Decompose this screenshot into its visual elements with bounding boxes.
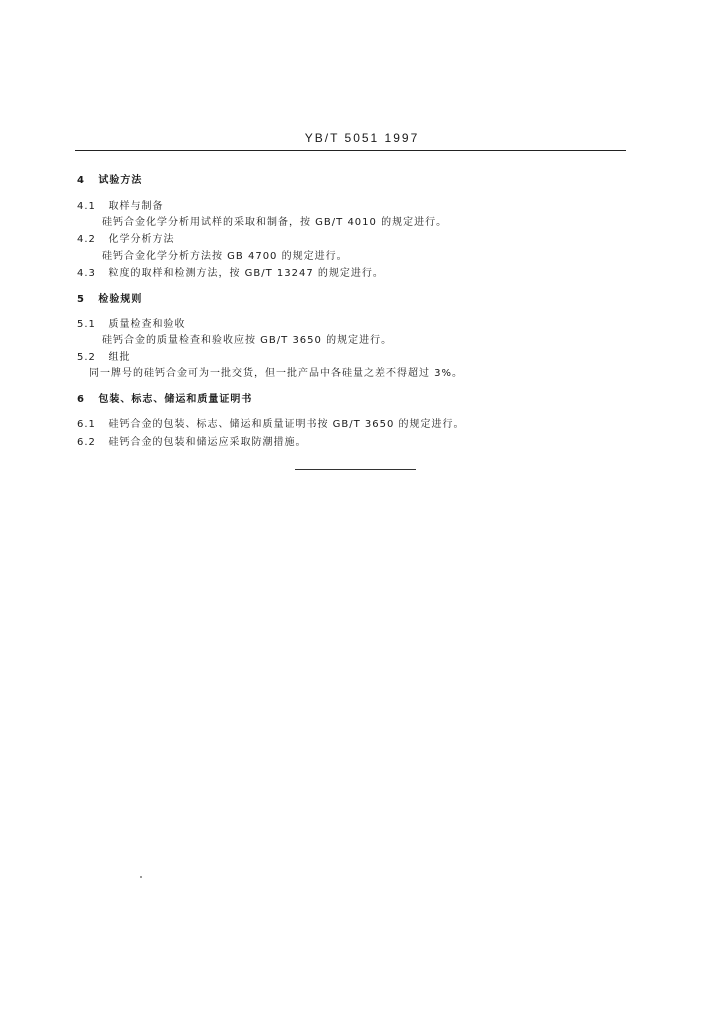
- clause-6-1: [77, 415, 465, 430]
- clause-5-1-title: [77, 315, 185, 330]
- clause-number: 6.2: [77, 437, 96, 448]
- clause-4-2-body: 硅钙合金化学分析方法按 GB 4700 的规定进行。: [102, 251, 348, 262]
- section-title: 试验方法: [98, 175, 143, 186]
- section-title: 包装、标志、储运和质量证明书: [98, 394, 253, 405]
- clause-5-1-body: 硅钙合金的质量检查和验收应按 GB/T 3650 的规定进行。: [102, 335, 393, 346]
- clause-number: 5.1: [77, 319, 96, 330]
- scan-speck: [140, 876, 142, 878]
- clause-number: 5.2: [77, 352, 96, 363]
- header-rule: [75, 150, 626, 151]
- clause-title: 质量检查和验收: [108, 319, 186, 330]
- section-number: 6: [77, 394, 85, 405]
- section-number: 4: [77, 175, 85, 186]
- clause-text: 硅钙合金的包装、标志、储运和质量证明书按 GB/T 3650 的规定进行。: [108, 419, 465, 430]
- clause-title: 化学分析方法: [108, 234, 175, 245]
- section-title: 检验规则: [98, 294, 143, 305]
- clause-number: 4.1: [77, 201, 96, 212]
- standard-code: YB/T 5051 1997: [304, 131, 420, 145]
- section-number: 5: [77, 294, 85, 305]
- clause-text: 硅钙合金的包装和储运应采取防潮措施。: [108, 437, 307, 448]
- clause-title: 组批: [108, 352, 131, 363]
- end-rule: [295, 469, 416, 470]
- clause-4-2-title: [77, 230, 174, 245]
- clause-4-1-title: [77, 197, 163, 212]
- clause-4-3: [77, 264, 384, 279]
- clause-number: 4.3: [77, 268, 96, 279]
- section-6-heading: [77, 390, 252, 405]
- clause-4-1-body: 硅钙合金化学分析用试样的采取和制备，按 GB/T 4010 的规定进行。: [102, 217, 448, 228]
- clause-number: 4.2: [77, 234, 96, 245]
- clause-text: 粒度的取样和检测方法，按 GB/T 13247 的规定进行。: [108, 268, 384, 279]
- section-5-heading: [77, 290, 142, 305]
- clause-number: 6.1: [77, 419, 96, 430]
- section-4-heading: [77, 171, 142, 186]
- clause-5-2-title: [77, 348, 130, 363]
- clause-6-2: [77, 433, 306, 448]
- clause-title: 取样与制备: [108, 201, 164, 212]
- clause-5-2-body: 同一牌号的硅钙合金可为一批交货，但一批产品中各硅量之差不得超过 3%。: [89, 368, 464, 379]
